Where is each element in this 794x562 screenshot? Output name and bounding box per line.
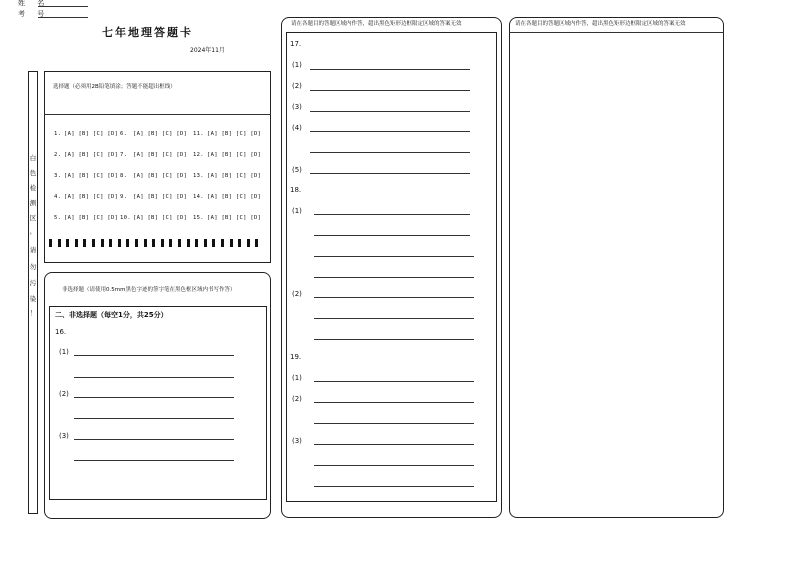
choice-question-number: 5. — [54, 215, 62, 221]
choice-options[interactable]: [A] [B] [C] [D] — [133, 173, 188, 179]
q16-part-3-label: (3) — [59, 432, 69, 440]
timing-mark — [118, 239, 121, 247]
choice-question-number: 1. — [54, 131, 62, 137]
timing-mark — [169, 239, 172, 247]
part-title: 二、非选择题（每空1分，共25分） — [55, 311, 168, 319]
choice-heading: 选择题（必须用2B铅笔填涂；答题不能超出框线） — [53, 84, 176, 90]
q19-part-2-label: (2) — [292, 395, 302, 403]
timing-mark — [101, 239, 104, 247]
q17-part-2-label: (2) — [292, 82, 302, 90]
q19-answer-line[interactable] — [314, 402, 474, 403]
choice-options[interactable]: [A] [B] [C] [D] — [133, 194, 188, 200]
side-char: ！ — [29, 309, 37, 317]
choice-options[interactable]: [A] [B] [C] [D] — [64, 173, 119, 179]
question-18-number: 18. — [290, 186, 302, 194]
q18-answer-line[interactable] — [314, 277, 474, 278]
choice-options[interactable]: [A] [B] [C] [D] — [133, 131, 188, 137]
choice-section — [44, 71, 271, 263]
choice-question-number: 2. — [54, 152, 62, 158]
q19-part-1-label: (1) — [292, 374, 302, 382]
right-panel — [509, 17, 724, 518]
timing-mark — [126, 239, 129, 247]
timing-mark — [58, 239, 61, 247]
q18-answer-line[interactable] — [314, 339, 474, 340]
choice-options[interactable]: [A] [B] [C] [D] — [207, 194, 262, 200]
timing-mark — [212, 239, 215, 247]
side-char: 区 — [29, 214, 37, 222]
q16-answer-line[interactable] — [74, 355, 234, 356]
q19-answer-line[interactable] — [314, 381, 474, 382]
choice-question-number: 3. — [54, 173, 62, 179]
choice-question-number: 8. — [120, 173, 128, 179]
q19-answer-line[interactable] — [314, 444, 474, 445]
q17-part-1-label: (1) — [292, 61, 302, 69]
choice-question-number: 12. — [193, 152, 204, 158]
side-char: 色 — [29, 169, 37, 177]
q17-answer-line[interactable] — [310, 111, 470, 112]
exam-id-label: 考 号 — [18, 10, 50, 18]
answer-box-16 — [49, 306, 267, 500]
timing-mark — [230, 239, 233, 247]
choice-question-number: 11. — [193, 131, 204, 137]
exam-id-field[interactable] — [38, 17, 88, 18]
page-title: 七年地理答题卡 — [102, 26, 193, 39]
timing-mark — [238, 239, 241, 247]
choice-options[interactable]: [A] [B] [C] [D] — [207, 173, 262, 179]
timing-mark — [144, 239, 147, 247]
question-16-number: 16. — [55, 328, 67, 336]
q16-answer-line[interactable] — [74, 377, 234, 378]
q17-answer-line[interactable] — [310, 131, 470, 132]
side-char: 污 — [29, 279, 37, 287]
q19-part-3-label: (3) — [292, 437, 302, 445]
name-label: 姓 名 — [18, 0, 50, 7]
choice-options[interactable]: [A] [B] [C] [D] — [64, 194, 119, 200]
choice-options[interactable]: [A] [B] [C] [D] — [133, 215, 188, 221]
q17-answer-line[interactable] — [310, 173, 470, 174]
timing-mark — [109, 239, 112, 247]
timing-mark — [161, 239, 164, 247]
q17-part-5-label: (5) — [292, 166, 302, 174]
q17-part-4-label: (4) — [292, 124, 302, 132]
q18-part-2-label: (2) — [292, 290, 302, 298]
q16-answer-line[interactable] — [74, 397, 234, 398]
q19-answer-line[interactable] — [314, 486, 474, 487]
middle-panel-notice: 请在各题目的答题区域内作答，超出黑色矩形边框限定区域的答案无效 — [291, 21, 462, 27]
side-char: 染 — [29, 295, 37, 303]
choice-options[interactable]: [A] [B] [C] [D] — [207, 131, 262, 137]
timing-mark — [247, 239, 250, 247]
q18-answer-line[interactable] — [314, 297, 474, 298]
timing-mark — [152, 239, 155, 247]
choice-question-number: 13. — [193, 173, 204, 179]
side-char: 请 — [29, 246, 37, 254]
question-19-number: 19. — [290, 353, 302, 361]
timing-mark — [187, 239, 190, 247]
q18-answer-line[interactable] — [314, 235, 470, 236]
choice-options[interactable]: [A] [B] [C] [D] — [64, 215, 119, 221]
side-char: 勿 — [29, 263, 37, 271]
side-char: 白 — [29, 154, 37, 162]
q17-part-3-label: (3) — [292, 103, 302, 111]
timing-mark — [178, 239, 181, 247]
white-detection-strip — [28, 71, 38, 514]
q19-answer-line[interactable] — [314, 465, 474, 466]
timing-mark — [221, 239, 224, 247]
choice-question-number: 6. — [120, 131, 128, 137]
q17-answer-line[interactable] — [310, 69, 470, 70]
timing-mark — [195, 239, 198, 247]
choice-question-number: 10. — [120, 215, 131, 221]
q16-answer-line[interactable] — [74, 439, 234, 440]
timing-mark — [92, 239, 95, 247]
q17-answer-line[interactable] — [310, 152, 470, 153]
choice-heading-divider — [44, 114, 271, 115]
timing-mark — [75, 239, 78, 247]
choice-options[interactable]: [A] [B] [C] [D] — [64, 152, 119, 158]
q17-answer-line[interactable] — [310, 90, 470, 91]
question-17-number: 17. — [290, 40, 302, 48]
q18-answer-line[interactable] — [314, 214, 470, 215]
choice-options[interactable]: [A] [B] [C] [D] — [207, 152, 262, 158]
name-field[interactable] — [38, 6, 88, 7]
choice-question-number: 7. — [120, 152, 128, 158]
choice-options[interactable]: [A] [B] [C] [D] — [207, 215, 262, 221]
side-char: 检 — [29, 184, 37, 192]
q16-answer-line[interactable] — [74, 460, 234, 461]
choice-question-number: 9. — [120, 194, 128, 200]
choice-options[interactable]: [A] [B] [C] [D] — [133, 152, 188, 158]
exam-date: 2024年11月 — [190, 47, 225, 54]
timing-mark — [83, 239, 86, 247]
timing-mark — [255, 239, 258, 247]
choice-question-number: 15. — [193, 215, 204, 221]
right-panel-notice: 请在各题目的答题区域内作答，超出黑色矩形边框限定区域的答案无效 — [515, 21, 686, 27]
q18-part-1-label: (1) — [292, 207, 302, 215]
middle-answer-area — [286, 32, 497, 502]
side-char: ， — [29, 227, 37, 235]
q19-answer-line[interactable] — [314, 423, 474, 424]
timing-mark — [204, 239, 207, 247]
timing-mark — [66, 239, 69, 247]
q18-answer-line[interactable] — [314, 256, 474, 257]
q16-answer-line[interactable] — [74, 418, 234, 419]
q18-answer-line[interactable] — [314, 318, 474, 319]
choice-question-number: 14. — [193, 194, 204, 200]
side-char: 测 — [29, 199, 37, 207]
timing-mark — [49, 239, 52, 247]
nonchoice-heading: 非选择题（请使用0.5mm黑色字迹的签字笔在黑色框区域内书写作答） — [62, 287, 236, 293]
q16-part-1-label: (1) — [59, 348, 69, 356]
q16-part-2-label: (2) — [59, 390, 69, 398]
choice-options[interactable]: [A] [B] [C] [D] — [64, 131, 119, 137]
right-notice-divider — [509, 32, 724, 33]
choice-question-number: 4. — [54, 194, 62, 200]
timing-mark — [135, 239, 138, 247]
